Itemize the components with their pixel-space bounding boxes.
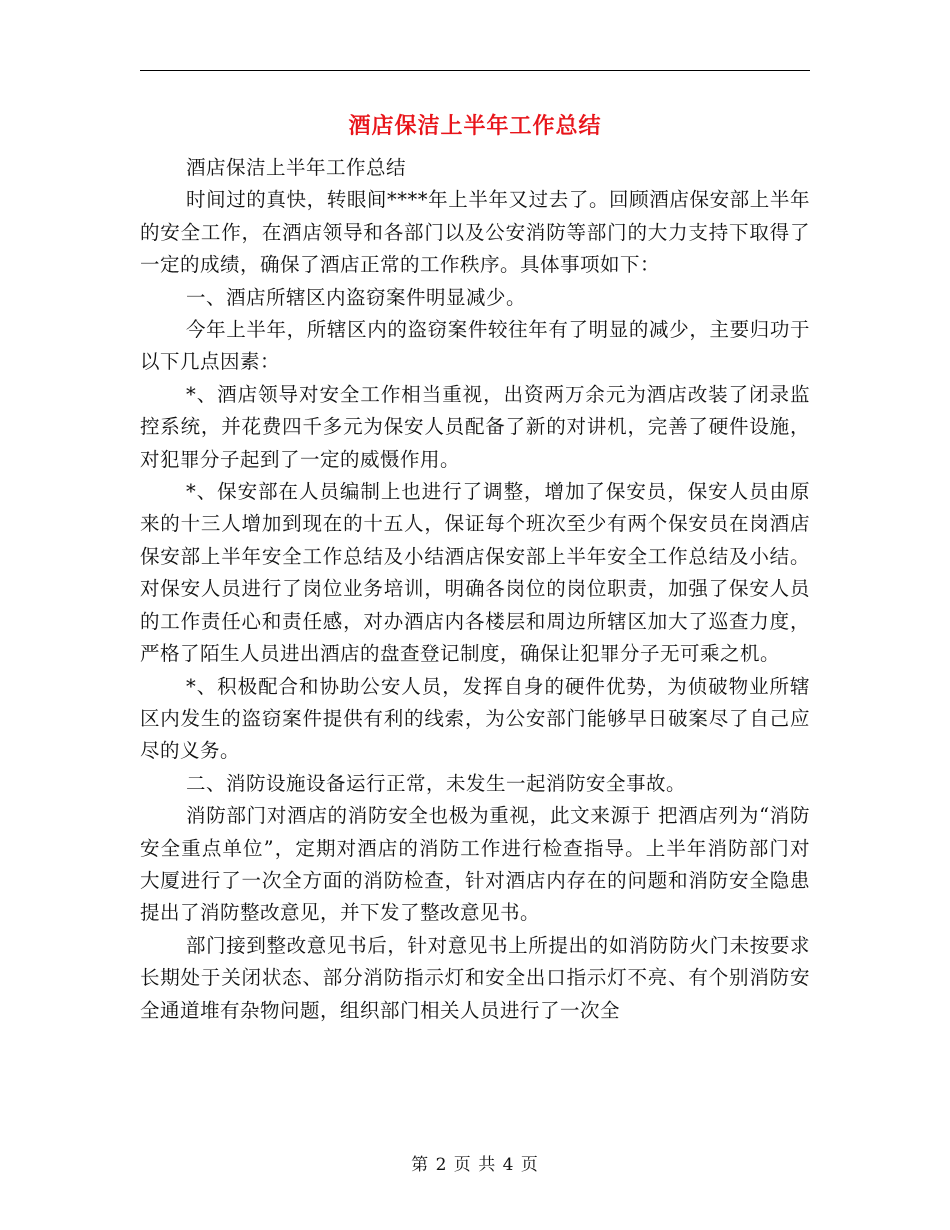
paragraph-rectification: 部门接到整改意见书后，针对意见书上所提出的如消防防火门未按要求长期处于关闭状态、部分消防指示灯和安全出口指示灯不亮、有个别消防安全通道堆有杂物问题，组织部门相关人员进行了一次全 [140,933,810,1022]
section-heading-fire-safety: 二、消防设施设备运行正常，未发生一起消防安全事故。 [186,771,687,795]
header-rule [140,70,810,71]
document-title: 酒店保洁上半年工作总结 [348,113,602,139]
section-heading-theft: 一、酒店所辖区内盗窃案件明显减少。 [186,285,527,309]
list-item-staffing: *、保安部在人员编制上也进行了调整，增加了保安员，保安人员由原来的十三人增加到现在的十五人，保证每个班次至少有两个保安员在岗酒店保安部上半年安全工作总结及小结酒店保安部上半年安全工作总结及小结。对保安人员进行了岗位业务培训，明确各岗位的岗位职责，加强了保安人员的工作责任心和责任感，对办酒店内各楼层和周边所辖区加大了巡查力度，严格了陌生人员进出酒店的盘查登记制度，确保让犯罪分子无可乘之机。 [140,480,810,666]
paragraph-theft-summary: 今年上半年，所辖区内的盗窃案件较往年有了明显的减少，主要归功于以下几点因素： [140,318,810,374]
paragraph-fire-inspection: 消防部门对酒店的消防安全也极为重视，此文来源于 把酒店列为“消防安全重点单位”，定期对酒店的消防工作进行检查指导。上半年消防部门对大厦进行了一次全方面的消防检查，针对酒店内存在的问题和消防安全隐患提出了消防整改意见，并下发了整改意见书。 [140,804,810,925]
list-item-police-cooperation: *、积极配合和协助公安人员，发挥自身的硬件优势，为侦破物业所辖区内发生的盗窃案件提供有利的线索，为公安部门能够早日破案尽了自己应尽的义务。 [140,674,810,763]
page-number: 第 2 页 共 4 页 [411,1155,539,1175]
list-item-leadership: *、酒店领导对安全工作相当重视，出资两万余元为酒店改装了闭录监控系统，并花费四千多元为保安人员配备了新的对讲机，完善了硬件设施，对犯罪分子起到了一定的威慑作用。 [140,382,810,471]
paragraph-subtitle: 酒店保洁上半年工作总结 [186,156,407,179]
document-body [140,152,810,1027]
paragraph-intro: 时间过的真快，转眼间****年上半年又过去了。回顾酒店保安部上半年的安全工作，在酒店领导和各部门以及公安消防等部门的大力支持下取得了一定的成绩，确保了酒店正常的工作秩序。具体事项如下： [140,188,810,277]
